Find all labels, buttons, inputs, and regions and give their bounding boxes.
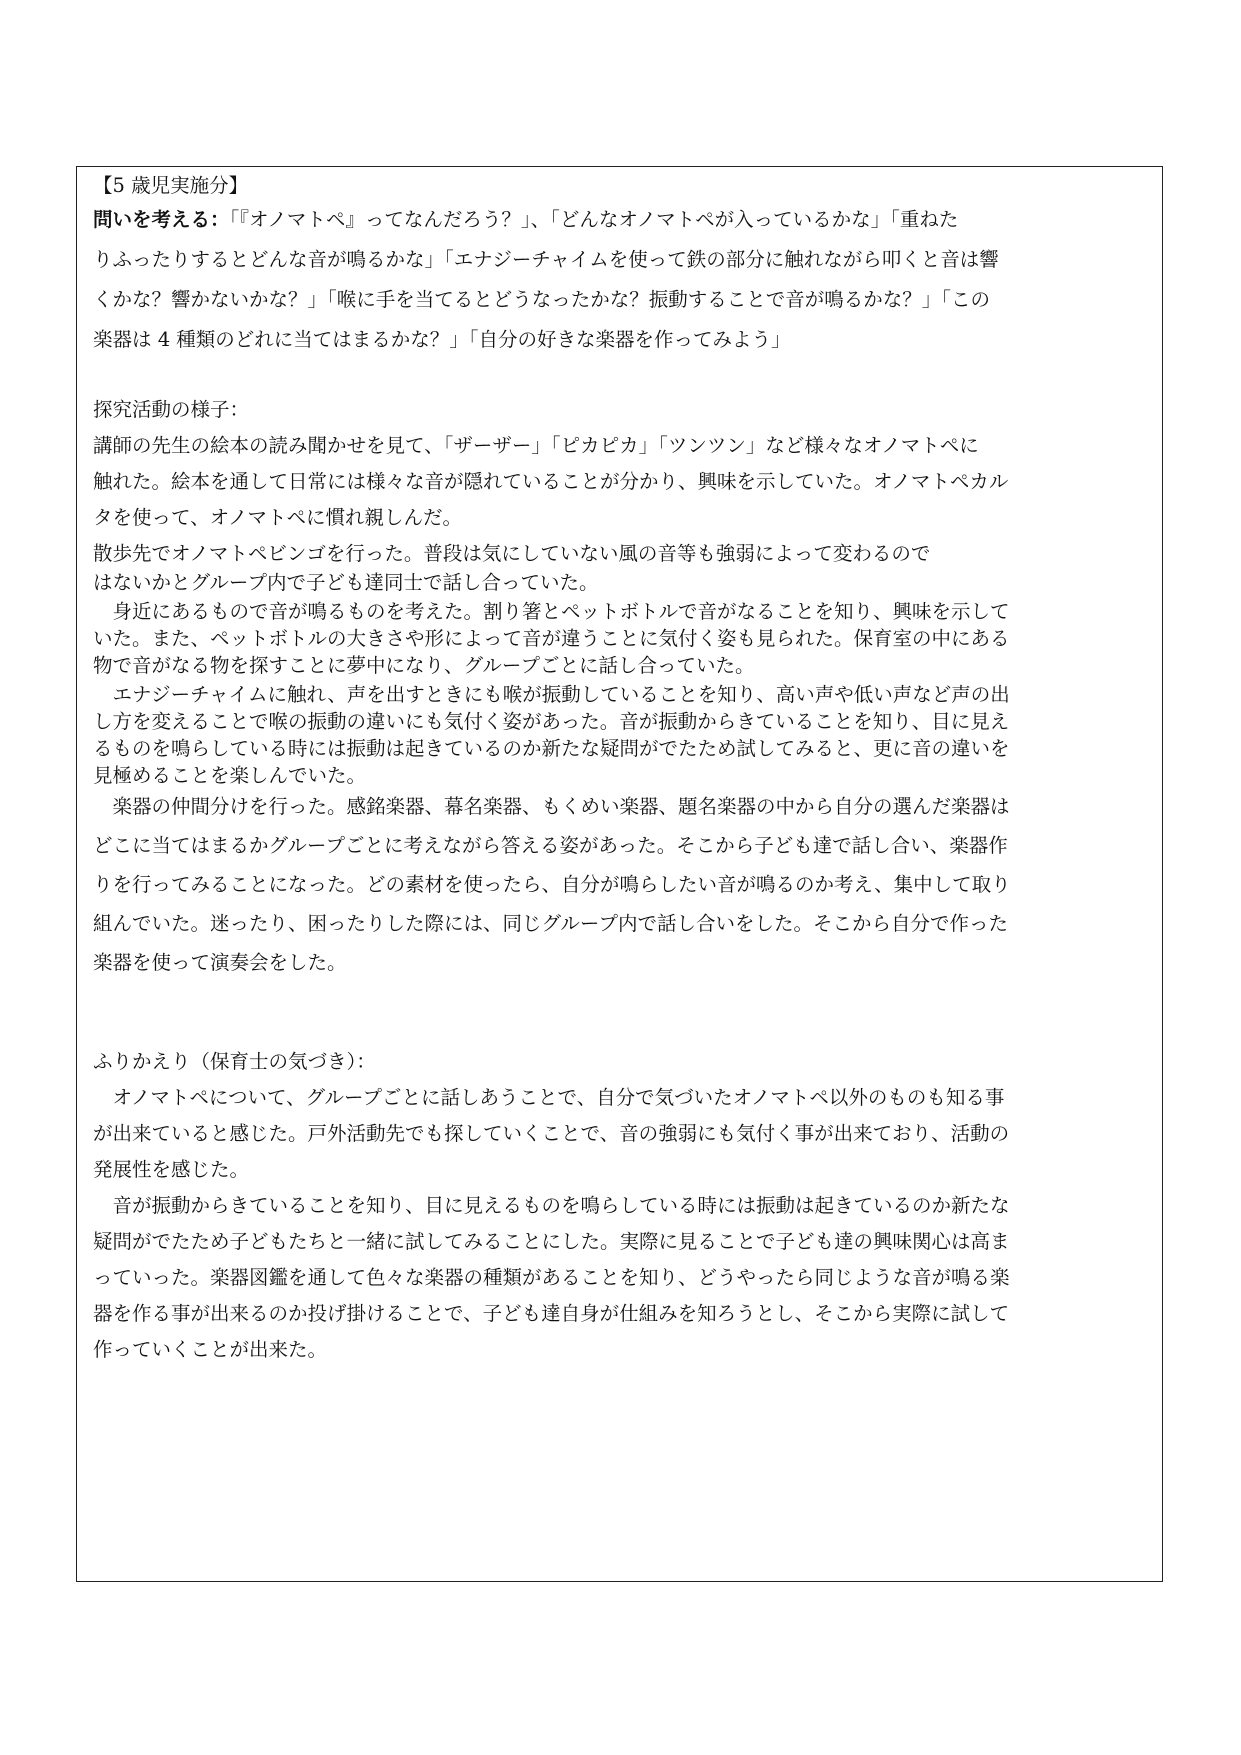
activity-line: し方を変えることで喉の振動の違いにも気付く姿があった。音が振動からきていることを知り、目に見え [93, 710, 1010, 733]
reflection-line: オノマトペについて、グループごとに話しあうことで、自分で気づいたオノマトペ以外のものも知る事 [93, 1086, 1005, 1109]
reflection-line: 疑問がでたため子どもたちと一緒に試してみることにした。実際に見ることで子ども達の興味関心は高ま [93, 1230, 1010, 1253]
activity-line: 触れた。絵本を通して日常には様々な音が隠れていることが分かり、興味を示していた。オノマトペカル [93, 470, 1009, 493]
questions-line: りふったりするとどんな音が鳴るかな」「エナジーチャイムを使って鉄の部分に触れながら叩くと音は響 [93, 248, 999, 271]
activity-line: りを行ってみることになった。どの素材を使ったら、自分が鳴らしたい音が鳴るのか考え、集中して取り [93, 873, 1011, 896]
grade-header-text: 【5 歳児実施分】 [93, 174, 249, 197]
questions-line: くかな？響かないかな？」「喉に手を当てるとどうなったかな？振動することで音が鳴るかな？」「この [93, 288, 991, 311]
questions-line: 楽器は 4 種類のどれに当てはまるかな？」「自分の好きな楽器を作ってみよう」 [93, 328, 791, 351]
activity-line: 楽器を使って演奏会をした。 [93, 951, 347, 974]
activity-line: どこに当てはまるかグループごとに考えながら答える姿があった。そこから子ども達で話し合い、楽器作 [93, 834, 1008, 857]
activity-heading: 探究活動の様子： [93, 398, 250, 421]
activity-line: 講師の先生の絵本の読み聞かせを見て、「ザーザー」「ピカピカ」「ツンツン」など様々なオノマトペに [93, 434, 979, 457]
activity-line: 物で音がなる物を探すことに夢中になり、グループごとに話し合っていた。 [93, 654, 755, 677]
activity-line: 組んでいた。迷ったり、困ったりした際には、同じグループ内で話し合いをした。そこから自分で作った [93, 912, 1008, 935]
reflection-line: が出来ていると感じた。戸外活動先でも探していくことで、音の強弱にも気付く事が出来ており、活動の [93, 1122, 1010, 1145]
activity-line: エナジーチャイムに触れ、声を出すときにも喉が振動していることを知り、高い声や低い声など声の出 [93, 683, 1010, 706]
reflection-heading: ふりかえり（保育士の気づき）： [93, 1050, 376, 1073]
activity-line: 楽器の仲間分けを行った。感銘楽器、幕名楽器、もくめい楽器、題名楽器の中から自分の選んだ楽器は [93, 795, 1010, 818]
activity-line: タを使って、オノマトペに慣れ親しんだ。 [93, 506, 462, 529]
questions-label: 問いを考える： [93, 208, 230, 231]
reflection-line: っていった。楽器図鑑を通して色々な楽器の種類があることを知り、どうやったら同じような音が鳴る楽 [93, 1266, 1010, 1289]
reflection-line: 発展性を感じた。 [93, 1158, 250, 1181]
reflection-line: 音が振動からきていることを知り、目に見えるものを鳴らしている時には振動は起きているのか新たな [93, 1194, 1010, 1217]
activity-line: るものを鳴らしている時には振動は起きているのか新たな疑問がでたため試してみると、更に音の違いを [93, 737, 1010, 760]
questions-line: 「『オノマトペ』ってなんだろう？」、「どんなオノマトペが入っているかな」「重ねた [229, 208, 959, 231]
reflection-line: 器を作る事が出来るのか投げ掛けることで、子ども達自身が仕組みを知ろうとし、そこから実際に試して [93, 1302, 1010, 1325]
activity-line: 見極めることを楽しんでいた。 [93, 764, 367, 787]
reflection-line: 作っていくことが出来た。 [93, 1338, 328, 1361]
activity-line: いた。また、ペットボトルの大きさや形によって音が違うことに気付く姿も見られた。保育室の中にある [93, 627, 1010, 650]
activity-line: はないかとグループ内で子ども達同士で話し合っていた。 [93, 571, 599, 594]
activity-line: 身近にあるもので音が鳴るものを考えた。割り箸とペットボトルで音がなることを知り、興味を示して [93, 600, 1010, 623]
activity-line: 散歩先でオノマトペビンゴを行った。普段は気にしていない風の音等も強弱によって変わるので [93, 542, 931, 565]
grade-header [93, 176, 248, 196]
